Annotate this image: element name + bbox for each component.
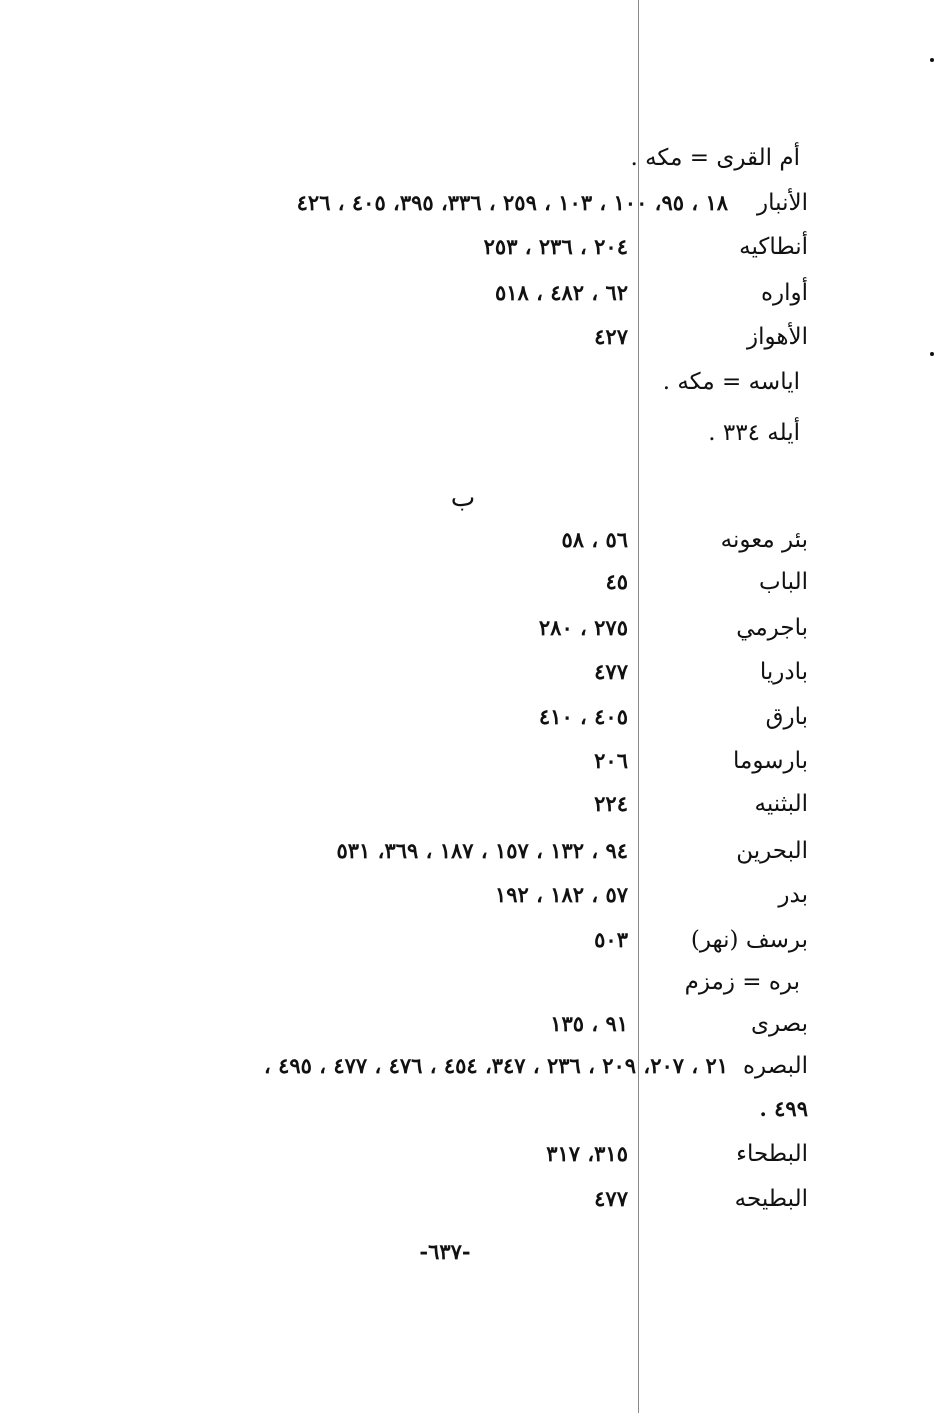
page-refs: ٤٥	[605, 569, 628, 594]
page-refs: ٤٧٧	[594, 659, 628, 684]
index-entry	[0, 1004, 938, 1044]
page-refs: ٢١ ، ٢٠٧، ٢٠٩ ، ٢٣٦ ، ٣٤٧، ٤٥٤ ، ٤٧٦ ، ٤٧٧ ، ٤٩٥ ،	[263, 1053, 728, 1078]
page-refs: ٥٧ ، ١٨٢ ، ١٩٢	[494, 882, 628, 907]
index-entry	[0, 697, 938, 737]
page-refs: ٤٠٥ ، ٤١٠	[538, 704, 628, 729]
place-name: أواره	[760, 280, 808, 306]
index-entry	[0, 1046, 938, 1086]
place-name: البحرين	[736, 838, 808, 864]
index-entry	[0, 413, 938, 453]
index-entry	[0, 138, 938, 178]
index-entry	[0, 183, 938, 223]
page-refs-continued: ٤٩٩ .	[759, 1096, 808, 1121]
place-name: أم القرى = مكه .	[630, 145, 800, 171]
page-refs: ٢٧٥ ، ٢٨٠	[538, 615, 628, 640]
place-name: بارق	[765, 704, 808, 730]
place-name: بادريا	[759, 659, 808, 685]
page-refs: ٢٢٤	[594, 791, 628, 816]
index-entry	[0, 317, 938, 357]
place-name: البطحاء	[736, 1141, 808, 1167]
place-name: البطيحه	[734, 1186, 808, 1212]
page-refs: ٦٢ ، ٤٨٢ ، ٥١٨	[494, 280, 628, 305]
place-name: أنطاكيه	[739, 234, 808, 260]
place-name: برسف (نهر)	[690, 927, 808, 953]
place-name: بره = زمزم	[684, 969, 800, 995]
page-refs: ١٨ ، ٩٥، ١٠٠ ، ١٠٣ ، ٢٥٩ ، ٣٣٦، ٣٩٥، ٤٠٥ ، ٤٢٦	[296, 190, 728, 215]
place-name: البثنيه	[754, 791, 808, 817]
page-number: -٦٣٧-	[419, 1239, 471, 1264]
index-entry	[0, 784, 938, 824]
place-name: أيله ٣٣٤ .	[708, 420, 800, 446]
page-refs: ٣١٥، ٣١٧	[546, 1141, 628, 1166]
page-refs: ٤٢٧	[594, 324, 628, 349]
place-name: الأهواز	[746, 324, 808, 350]
index-entry	[0, 962, 938, 1002]
index-entry-continuation	[0, 1089, 938, 1129]
page-refs: ٢٠٦	[594, 748, 628, 773]
section-letter: ب	[450, 483, 476, 513]
index-entry	[0, 520, 938, 560]
index-entry	[0, 227, 938, 267]
index-entry	[0, 652, 938, 692]
page-refs: ٥٠٣	[594, 927, 628, 952]
index-entry	[0, 562, 938, 602]
place-name: بصرى	[750, 1011, 808, 1037]
place-name: البصره	[742, 1053, 808, 1079]
place-name: باجرمي	[736, 615, 808, 641]
index-entry	[0, 608, 938, 648]
page-refs: ٢٠٤ ، ٢٣٦ ، ٢٥٣	[483, 234, 628, 259]
place-name: بئر معونه	[720, 527, 808, 553]
place-name: بارسوما	[733, 748, 808, 774]
page-refs: ٥٦ ، ٥٨	[561, 527, 628, 552]
place-name: الأنبار	[757, 190, 808, 216]
index-entry	[0, 831, 938, 871]
page-refs: ٩١ ، ١٣٥	[550, 1011, 628, 1036]
index-entry	[0, 741, 938, 781]
place-name: الباب	[759, 569, 808, 595]
place-name: اياسه = مكه .	[662, 369, 800, 395]
index-entry	[0, 362, 938, 402]
index-entry	[0, 273, 938, 313]
index-entry	[0, 1134, 938, 1174]
edge-mark	[930, 58, 934, 62]
index-entry	[0, 875, 938, 915]
page-refs: ٤٧٧	[594, 1186, 628, 1211]
index-entry	[0, 920, 938, 960]
place-name: بدر	[778, 882, 808, 908]
index-entry	[0, 1179, 938, 1219]
page-refs: ٩٤ ، ١٣٢ ، ١٥٧ ، ١٨٧ ، ٣٦٩، ٥٣١	[336, 838, 628, 863]
